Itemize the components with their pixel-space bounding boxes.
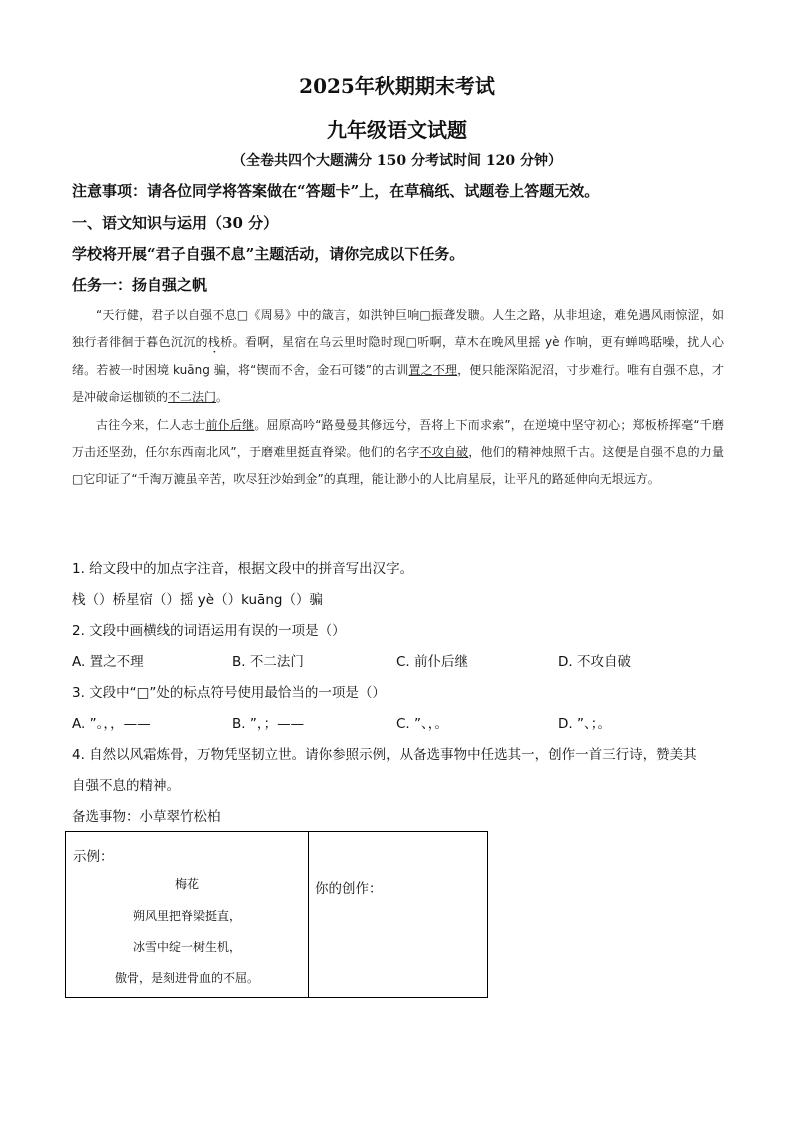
q3-option-c[interactable]: C. ”、，。 (396, 716, 449, 732)
your-creation-field[interactable]: 你的创作： (315, 881, 383, 897)
activity-intro: 学校将开展“君子自强不息”主题活动，请你完成以下任务。 (72, 245, 465, 263)
question-4-line-1: 4. 自然以风霜炼骨，万物凭坚韧立世。请你参照示例，从备选事物中任选其一，创作一首三行诗，赞美其 (72, 747, 697, 763)
q2-option-d[interactable]: D. 不攻自破 (558, 654, 631, 670)
passage-paragraph-2: 古往今来，仁人志士前仆后继。屈原高吟“路曼曼其修远兮，吾将上下而求索”，在逆境中坚守初心；郑板桥挥毫“千磨万击还坚劲，任尔东西南北风”，于磨难里挺直脊梁。他们的名字不攻自破，他们的精神烛照千古。这便是自强不息的力量□它印证了“千淘万漉虽辛苦，吹尽狂沙始到金”的真理，能让渺小的人比肩星辰，让平凡的路延伸向无垠远方。 (72, 417, 724, 487)
exam-title: 2025年秋期期末考试 (299, 74, 495, 98)
underlined-word: 不攻自破 (419, 445, 469, 460)
poem-line-3: 傲骨，是刻进骨血的不屈。 (114, 971, 259, 985)
question-1: 1. 给文段中的加点字注音，根据文段中的拼音写出汉字。 (72, 561, 414, 577)
q2-option-b[interactable]: B. 不二法门 (232, 654, 304, 670)
candidate-items: 备选事物：小草翠竹松柏 (72, 809, 221, 825)
poem-line-1: 朔风里把脊梁挺直， (132, 909, 241, 923)
q2-option-a[interactable]: A. 置之不理 (72, 654, 144, 670)
section-heading: 一、语文知识与运用（30 分） (72, 214, 279, 232)
table-divider (308, 832, 309, 997)
question-4-line-2: 自强不息的精神。 (72, 778, 180, 794)
exam-subtitle: 九年级语文试题 (327, 118, 467, 142)
q3-option-d[interactable]: D. ”、；。 (558, 716, 611, 732)
q3-option-b[interactable]: B. ”，；—— (232, 716, 305, 732)
poem-table (65, 831, 488, 998)
q3-option-a[interactable]: A. ”。，，—— (72, 716, 151, 732)
question-3: 3. 文段中“□”处的标点符号使用最恰当的一项是（） (72, 685, 386, 701)
question-1-answers: 栈（）桥星宿（）摇 yè（）kuāng（）骗 (72, 592, 323, 608)
q2-option-c[interactable]: C. 前仆后继 (396, 654, 469, 670)
underlined-word: 不二法门 (168, 390, 217, 405)
underlined-word: 前仆后继 (205, 417, 255, 432)
underlined-word: 置之不理 (408, 362, 458, 377)
exam-note: （全卷共四个大题满分 150 分考试时间 120 分钟） (232, 153, 562, 169)
question-2: 2. 文段中画横线的词语运用有误的一项是（） (72, 623, 346, 639)
poem-line-2: 冰雪中绽一树生机， (132, 940, 241, 954)
reading-passage (72, 302, 724, 494)
passage-paragraph-1: “天行健，君子以自强不息□《周易》中的箴言，如洪钟巨响□振聋发聩。人生之路，从非坦途，难免遇风雨惊涩，如独行者徘徊于暮色沉沉的栈桥。看啊，星宿在乌云里时隐时现□听啊，草木在晚风里摇 yè 作响，更有蝉鸣聒噪，扰人心绪。若被一时困境 kuāng 骗，将“锲而不舍，金石可镂”的古训置之不理，便只能深陷泥沼，寸步难行。唯有自强不息，才是冲破命运枷锁的不二法门。 (72, 308, 724, 405)
task-heading: 任务一：扬自强之帆 (72, 276, 208, 294)
poem-title: 梅花 (174, 877, 199, 891)
dotted-char: 栈 (207, 335, 221, 350)
notice: 注意事项：请各位同学将答案做在“答题卡”上，在草稿纸、试题卷上答题无效。 (72, 182, 600, 200)
example-label: 示例： (73, 849, 114, 865)
